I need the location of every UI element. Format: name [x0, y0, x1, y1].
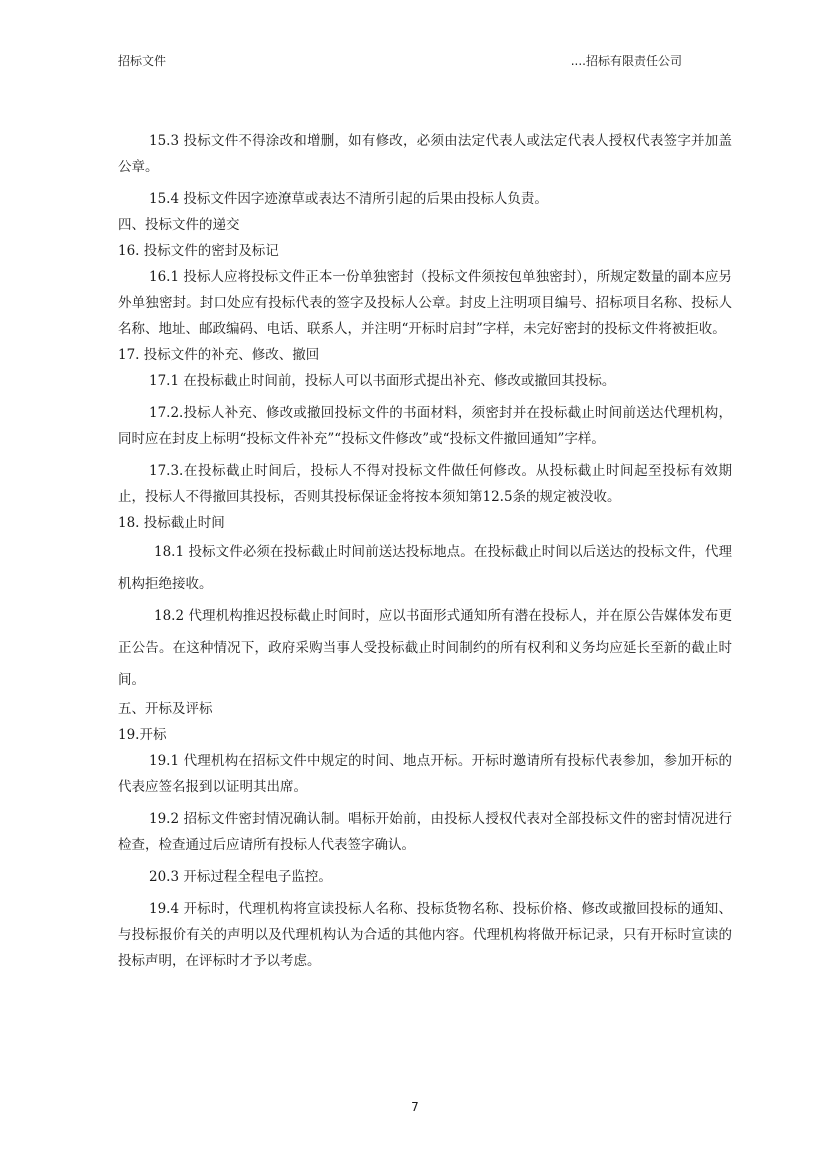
page-number: 7: [411, 1100, 419, 1114]
heading-16: 16. 投标文件的密封及标记: [118, 243, 279, 259]
heading-18: 18. 投标截止时间: [118, 515, 225, 531]
clause-19-2: 19.2 招标文件密封情况确认制。唱标开始前，由投标人授权代表对全部投标文件的密封情况进行检查，检查通过后应请所有投标人代表签字确认。: [118, 811, 732, 853]
clause-17-3: 17.3.在投标截止时间后，投标人不得对投标文件做任何修改。从投标截止时间起至投标有效期止，投标人不得撤回其投标，否则其投标保证金将按本须知第12.5条的规定被没收。: [118, 463, 732, 505]
section-heading-5: 五、开标及评标: [118, 701, 213, 717]
clause-19-4: 19.4 开标时，代理机构将宣读投标人名称、投标货物名称、投标价格、修改或撤回投标的通知、与投标报价有关的声明以及代理机构认为合适的其他内容。代理机构将做开标记录，只有开标时宣读的投标声明，在评标时才予以考虑。: [118, 901, 732, 969]
document-body: [118, 128, 732, 974]
clause-15-4: 15.4 投标文件因字迹潦草或表达不清所引起的后果由投标人负责。: [149, 191, 548, 207]
clause-17-1: 17.1 在投标截止时间前，投标人可以书面形式提出补充、修改或撤回其投标。: [149, 373, 616, 389]
heading-19: 19.开标: [118, 727, 167, 743]
header-company: ....招标有限责任公司: [570, 54, 682, 68]
section-heading-4: 四、投标文件的递交: [118, 217, 240, 233]
heading-17: 17. 投标文件的补充、修改、撤回: [118, 347, 320, 363]
clause-17-2: 17.2.投标人补充、修改或撤回投标文件的书面材料，须密封并在投标截止时间前送达代理机构，同时应在封皮上标明“投标文件补充”“投标文件修改”或“投标文件撤回通知”字样。: [118, 405, 732, 447]
clause-20-3: 20.3 开标过程全程电子监控。: [149, 869, 332, 885]
clause-18-1: 18.1 投标文件必须在投标截止时间前送达投标地点。在投标截止时间以后送达的投标文件，代理机构拒绝接收。: [118, 544, 732, 592]
clause-15-3: 15.3 投标文件不得涂改和增删，如有修改，必须由法定代表人或法定代表人授权代表签字并加盖公章。: [118, 133, 732, 175]
header-doc-title: 招标文件: [118, 54, 167, 68]
clause-19-1: 19.1 代理机构在招标文件中规定的时间、地点开标。开标时邀请所有投标代表参加，参加开标的代表应签名报到以证明其出席。: [118, 753, 732, 795]
clause-16-1: 16.1 投标人应将投标文件正本一份单独密封（投标文件须按包单独密封），所规定数量的副本应另外单独密封。封口处应有投标代表的签字及投标人公章。封皮上注明项目编号、招标项目名称、投标人名称、地址、邮政编码、电话、联系人，并注明“开标时启封”字样，未完好密封的投标文件将被拒收。: [118, 269, 732, 337]
clause-18-2: 18.2 代理机构推迟投标截止时间时，应以书面形式通知所有潜在投标人，并在原公告媒体发布更正公告。在这种情况下，政府采购当事人受投标截止时间制约的所有权利和义务均应延长至新的截止时间。: [118, 608, 732, 688]
